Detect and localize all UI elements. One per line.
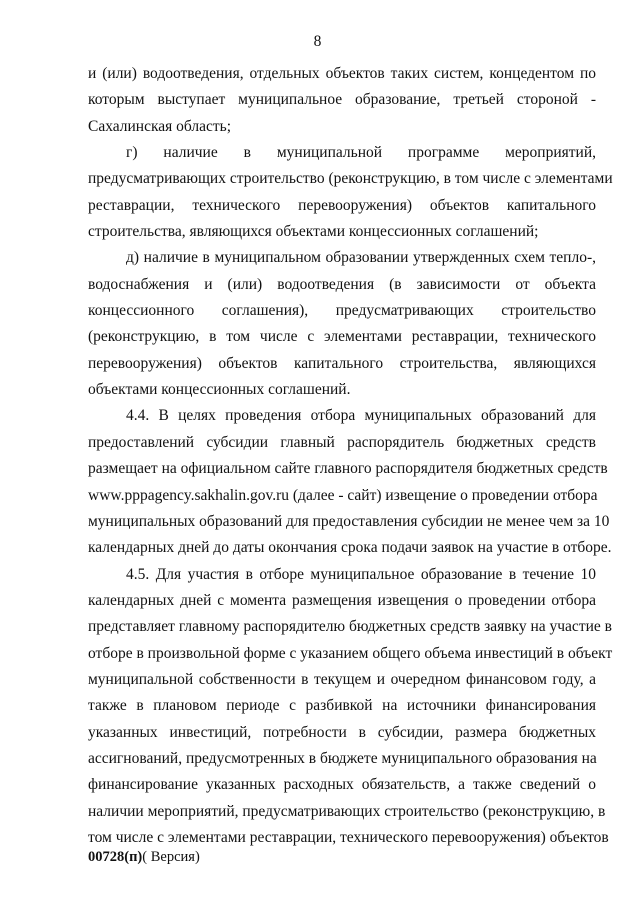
text-line: перевооружения) объектов капитального строительства, являющихся <box>88 354 596 372</box>
text-line: отборе в произвольной форме с указанием общего объема инвестиций в объект <box>88 644 613 662</box>
text-line: муниципальных образований для предоставления субсидии не менее чем за 10 <box>88 512 610 530</box>
text-line: реставрации, технического перевооружения) объектов капитального <box>88 196 596 214</box>
text-line: также в плановом периоде с разбивкой на источники финансирования <box>88 697 596 715</box>
paragraph-4-4 <box>88 403 612 561</box>
text-line: ассигнований, предусмотренных в бюджете муниципального образования на <box>88 749 597 767</box>
text-line: 4.4. В целях проведения отбора муниципальных образований для <box>126 407 596 425</box>
text-line: Сахалинская область; <box>88 117 232 135</box>
text-line: том числе с элементами реставрации, технического перевооружения) объектов <box>88 828 609 846</box>
text-line: размещает на официальном сайте главного распорядителя бюджетных средств <box>88 460 608 478</box>
paragraph-4-5 <box>88 562 613 852</box>
text-line: г) наличие в муниципальной программе мероприятий, <box>126 144 596 162</box>
document-footer <box>88 848 200 866</box>
text-line: концессионного соглашения), предусматривающих строительство <box>88 302 596 320</box>
text-line: объектами концессионных соглашений. <box>88 381 351 399</box>
page-number: 8 <box>313 33 322 50</box>
text-line: календарных дней до даты окончания срока подачи заявок на участие в отборе. <box>88 539 612 557</box>
text-line: календарных дней с момента размещения извещения о проведении отбора <box>88 591 596 609</box>
text-line: водоснабжения и (или) водоотведения (в зависимости от объекта <box>88 275 596 293</box>
paragraph-item-d <box>88 245 596 403</box>
text-line: (реконструкцию, в том числе с элементами реставрации, технического <box>88 328 596 346</box>
text-line: которым выступает муниципальное образование, третьей стороной - <box>88 91 596 109</box>
text-line: и (или) водоотведения, отдельных объектов таких систем, концедентом по <box>88 65 596 82</box>
document-code: 00728(п) <box>88 849 143 865</box>
text-line: представляет главному распорядителю бюджетных средств заявку на участие в <box>88 618 612 636</box>
text-line: наличии мероприятий, предусматривающих строительство (реконструкцию, в <box>88 802 606 820</box>
text-line: предусматривающих строительство (реконструкцию, в том числе с элементами <box>88 170 613 188</box>
text-line: д) наличие в муниципальном образовании утвержденных схем тепло-, <box>126 249 596 267</box>
paragraph-item-g <box>88 140 613 245</box>
text-line: 4.5. Для участия в отборе муниципальное образование в течение 10 <box>126 565 596 583</box>
text-line: указанных инвестиций, потребности в субсидии, размера бюджетных <box>88 723 596 741</box>
text-line: финансирование указанных расходных обязательств, а также сведений о <box>88 776 596 794</box>
text-line: строительства, являющихся объектами концессионных соглашений; <box>88 223 539 241</box>
document-body <box>88 61 613 851</box>
paragraph-continuation <box>88 61 596 140</box>
document-version-label: ( Версия) <box>142 849 200 865</box>
text-line: муниципальной собственности в текущем и очередном финансовом году, а <box>88 670 596 688</box>
text-line: www.pppagency.sakhalin.gov.ru (далее - сайт) извещение о проведении отбора <box>88 486 598 504</box>
text-line: предоставлений субсидии главный распорядитель бюджетных средств <box>88 433 596 451</box>
